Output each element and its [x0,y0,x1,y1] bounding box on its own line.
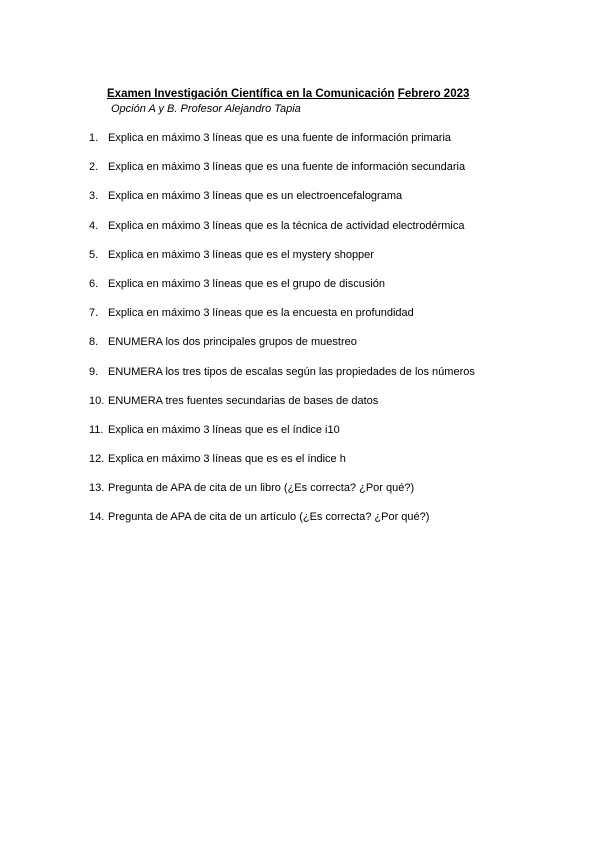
question-number: 4. [89,219,99,232]
question-text: Explica en máximo 3 líneas que es el grupo de discusión [108,277,385,290]
question-item [89,130,559,159]
question-text: Explica en máximo 3 líneas que es la encuesta en profundidad [108,307,414,320]
question-text: Explica en máximo 3 líneas que es un electroencefalograma [108,190,403,203]
question-text: ENUMERA los tres tipos de escalas según las propiedades de los números [108,365,475,378]
question-item [89,305,559,334]
question-number: 6. [89,277,99,290]
question-text: Pregunta de APA de cita de un libro (¿Es correcta? ¿Por qué?) [108,482,415,495]
question-text: Explica en máximo 3 líneas que es el mystery shopper [108,248,374,261]
question-item [89,188,559,217]
question-text: Explica en máximo 3 líneas que es una fuente de información primaria [108,132,452,144]
question-number: 3. [89,190,99,203]
question-number: 14. [89,511,105,524]
question-number: 11. [89,423,104,436]
question-item [89,276,559,305]
question-text: ENUMERA los dos principales grupos de muestreo [108,336,357,349]
question-item [89,451,559,480]
question-number: 2. [89,161,99,174]
question-text: ENUMERA tres fuentes secundarias de bases de datos [108,394,379,407]
exam-title [107,87,527,102]
question-item [89,159,559,188]
question-item [89,247,559,276]
question-text: Pregunta de APA de cita de un artículo (¿Es correcta? ¿Por qué?) [108,511,430,524]
question-text: Explica en máximo 3 líneas que es la técnica de actividad electrodérmica [108,219,465,232]
question-item [89,509,559,538]
question-number: 9. [89,365,99,378]
exam-title-date: Febrero 2023 [397,88,470,100]
question-number: 13. [89,482,105,495]
question-number: 5. [89,248,99,261]
question-item [89,393,559,422]
question-text: Explica en máximo 3 líneas que es es el índice h [108,453,346,466]
question-item [89,364,559,393]
question-item [89,422,559,451]
question-number: 10. [89,394,105,407]
question-list [89,130,559,539]
question-item [89,218,559,247]
question-number: 7. [89,307,99,320]
question-item [89,480,559,509]
exam-title-main: Examen Investigación Científica en la Comunicación [107,88,395,100]
question-item [89,334,559,363]
question-number: 12. [89,453,105,466]
question-text: Explica en máximo 3 líneas que es el índice i10 [108,423,340,436]
question-text: Explica en máximo 3 líneas que es una fuente de información secundaria [108,161,466,174]
question-number: 8. [89,336,99,349]
exam-subtitle: Opción A y B. Profesor Alejandro Tapia [111,103,301,115]
document-header [107,87,527,116]
question-number: 1. [89,132,99,144]
